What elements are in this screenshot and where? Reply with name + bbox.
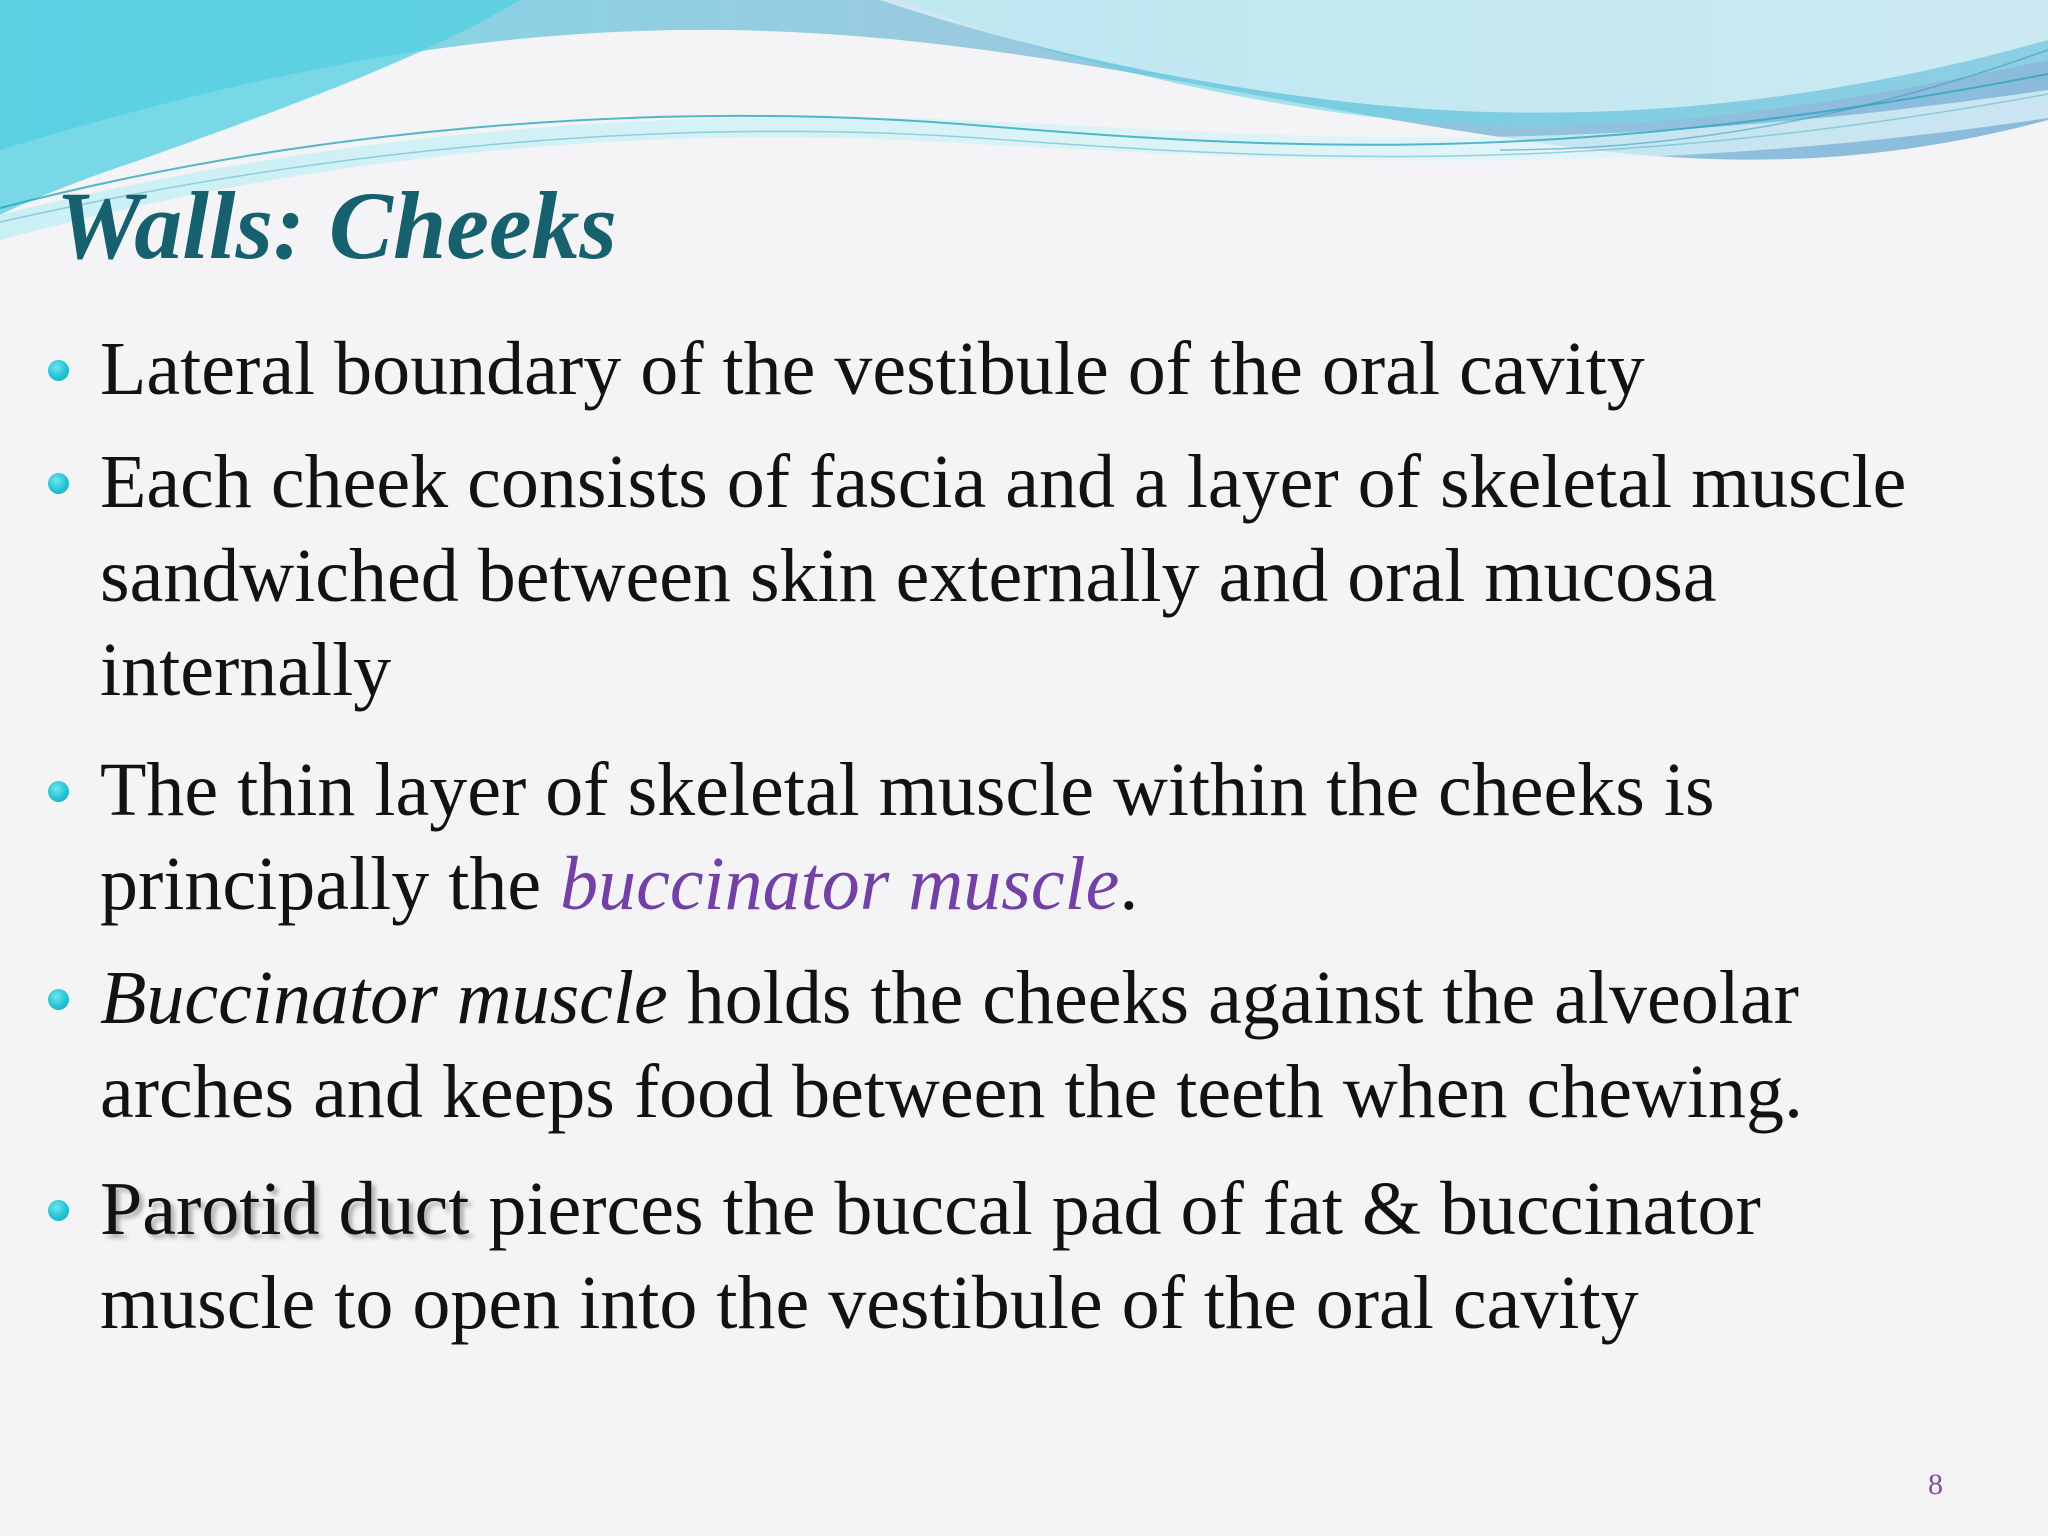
bullet-text-plain: pierces the buccal pad of fat & buccinator (469, 1167, 1761, 1251)
bullet-dot-icon (48, 781, 69, 802)
bullet-line: Lateral boundary of the vestibule of the oral cavity (100, 327, 1645, 411)
bullet-line (100, 1162, 2020, 1256)
buccinator-muscle-emphasis: buccinator muscle (560, 842, 1120, 926)
bullet-dot-icon (48, 473, 69, 494)
bullet-line (100, 837, 2020, 931)
bullet-line (100, 951, 2020, 1045)
bullet-dot-icon (48, 989, 69, 1010)
bullet-text-plain: principally the (100, 842, 561, 926)
parotid-duct-emphasis: Parotid duct (100, 1167, 470, 1251)
bullet-line: arches and keeps food between the teeth when chewing. (100, 1050, 1803, 1134)
slide-title: Walls: Cheeks (56, 172, 617, 279)
bullet-text-plain: . (1119, 842, 1139, 926)
page-number: 8 (1928, 1468, 1943, 1501)
bullet-line: muscle to open into the vestibule of the oral cavity (100, 1261, 1639, 1345)
bullet-dot-icon (48, 1200, 69, 1221)
bullet-line: The thin layer of skeletal muscle within the cheeks is (100, 748, 1715, 832)
bullet-line: internally (100, 628, 392, 712)
bullet-dot-icon (48, 360, 69, 381)
bullet-line: sandwiched between skin externally and oral mucosa (100, 534, 1717, 618)
buccinator-muscle-italic: Buccinator muscle (100, 956, 668, 1040)
bullet-text-plain: holds the cheeks against the alveolar (667, 956, 1799, 1040)
bullet-line: Each cheek consists of fascia and a layer of skeletal muscle (100, 440, 1907, 524)
